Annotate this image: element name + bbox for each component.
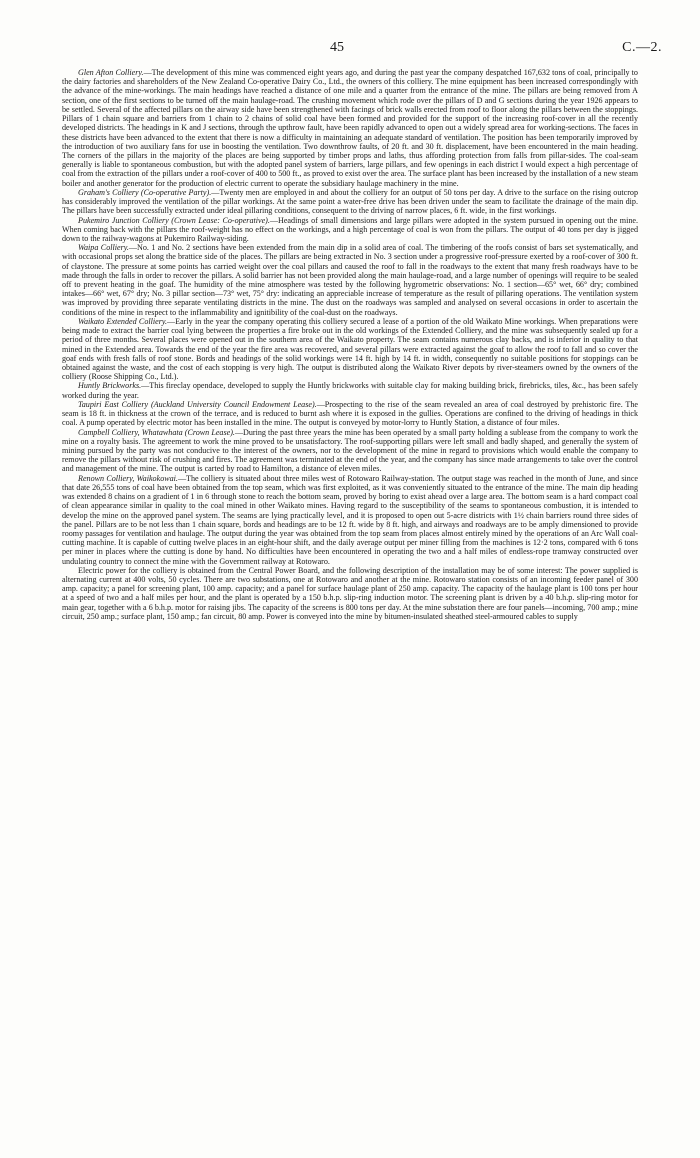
paragraph-lead: Graham's Colliery (Co-operative Party). xyxy=(78,187,212,197)
paragraph-text: —The colliery is situated about three miles west of Rotowaro Railway-station. The output stage was reached in the month of June, and since that date 26,555 tons of coal have been obtained from the top seam, which was first exploited, as it was conveniently situated to the entrance of the mine. The main dip heading was extended 8 chains on a gradient of 1 in 6 through stone to reach the bottom seam, proved by boring to exist ahead over a large area. The bottom seam is a hard compact coal of clean appearance similar in quality to the coal mined in other Waikato mines. Having regard to the susceptibility of the seams to spontaneous combustion, it is intended to develop the mine on the approved panel system. The seams are lying practically level, and it is proposed to open out 5-acre districts with 1½ chain barriers round three sides of the panel. Pillars are to be not less than 1 chain square, bords and headings are to be 12 ft. wide by 8 ft. high, and airways and roadways are to be amply dimensioned to provide roomy passages for ventilation and haulage. The output during the year was obtained from the top seam from places almost entirely mined by the operations of an Arc Wall coal-cutting machine. It is capable of cutting twelve places in an eight-hour shift, and the daily average output per miner filling from the machines is 12·2 tons, compared with 6 tons per miner in places where the cutting is done by hand. No difficulties have been encountered in operating the two and a half miles of endless-rope tramway constructed over undulating country to connect the mine with the Government railway at Rotowaro. xyxy=(62,473,638,566)
paragraph-huntly-brickworks xyxy=(62,381,638,399)
page-header xyxy=(0,40,700,60)
paragraph-text: —No. 1 and No. 2 sections have been extended from the main dip in a solid area of coal. The timbering of the roofs consist of bars set systematically, and with occasional props set along the brattice side of the places. The pillars are being extracted in No. 3 section under a progressive roof-pressure exerted by a roof-cover of 300 ft. of claystone. The pressure at some points has carried weight over the coal pillars and caused the roof to fall in the roadways to the extent that many fresh roadways have to be made through the falls in order to recover the pillars. A solid barrier has not been provided along the main haulage-road, and a large number of openings will require to be sealed off to prevent heating in the goaf. The humidity of the mine atmosphere was tested by the following hygrometric observations: No. 1 section—65° wet, 66° dry; combined intakes—66° wet, 67° dry; No. 3 pillar section—73° wet, 75° dry: indicating an appreciable increase of temperature as the result of pillaring operations. The ventilation system was improved by providing three separate ventilating districts in the mine. The dust on the roadways was sampled and analysed on several occasions in order to ascertain the conditions of the mine in respect to the inflammability and ignitibility of the coal-dust on the roadways. xyxy=(62,243,638,317)
paragraph-lead: Huntly Brickworks. xyxy=(78,381,142,391)
page-number: 45 xyxy=(330,40,344,55)
series-code: C.—2. xyxy=(622,40,662,55)
paragraph-taupiri-east xyxy=(62,400,638,428)
paragraph-lead: Waikato Extended Colliery. xyxy=(78,316,168,326)
paragraph-waipa xyxy=(62,243,638,317)
paragraph-text: —Headings of small dimensions and large pillars were adopted in the system pursued in opening out the mine. When coming back with the pillars the roof-weight has no effect on the workings, and a high percentage of coal is won from the pillars. The output of 40 tons per day is jigged down to the railway-wagons at Pukemiro Railway-siding. xyxy=(62,215,638,243)
paragraph-waikato-extended xyxy=(62,317,638,382)
paragraph-text: —Twenty men are employed in and about the colliery for an output of 50 tons per day. A drive to the surface on the rising outcrop has considerably improved the ventilation of the pillar workings. At the same point a water-free drive has been driven under the seam to facilitate the drainage of the main dip. The pillars have been successfully extracted under ideal pillaring conditions, consequent to the driving of narrow places, 6 ft. wide, in the first workings. xyxy=(62,187,638,216)
paragraph-lead: Waipa Colliery. xyxy=(78,243,129,253)
paragraph-lead: Campbell Colliery, Whatawhata (Crown Lease). xyxy=(78,427,235,437)
paragraph-text: —During the past three years the mine has been operated by a small party holding a sublease from the company to work the mine on a royalty basis. The agreement to work the mine proved to be unsatisfactory. The roof-supporting pillars were left small and badly shaped, and generally the system of mining pursued by the party was not conducive to the interest of the owners, nor to the development of the mine in regard to provisions which would enable the company to remove the pillars without risk of crushing and fires. The agreement was terminated at the end of the year, and the company has since made arrangements to take over the control and management of the mine. The output is carted by road to Hamilton, a distance of eleven miles. xyxy=(62,427,638,474)
paragraph-lead: Taupiri East Colliery (Auckland University Council Endowment Lease). xyxy=(78,399,317,409)
paragraph-text: Electric power for the colliery is obtained from the Central Power Board, and the following description of the installation may be of some interest: The power supplied is alternating current at 400 volts, 50 cycles. There are two substations, one at Rotowaro and another at the mine. Rotowaro station consists of an incoming feeder panel of 300 amp. capacity; a panel for screening plant, 100 amp. capacity; and a panel for surface haulage plant of 250 amp. capacity. The capacity of the haulage plant is 100 tons per hour at a speed of two and a half miles per hour, and the plant is operated by a 150 b.h.p. slip-ring induction motor. The screening plant is driven by a 40 b.h.p. slip-ring motor for main gear, together with a 6 b.h.p. motor for raising jibs. The capacity of the screens is 800 tons per day. At the mine substation there are four panels—incoming, 700 amp.; mine circuit, 250 amp.; surface plant, 150 amp.; fan circuit, 80 amp. Power is conveyed into the mine by bitumen-insulated sheathed steel-armoured cables to supply xyxy=(62,565,638,621)
paragraph-text: —The development of this mine was commenced eight years ago, and during the past year the company despatched 167,632 tons of coal, principally to the dairy factories and shareholders of the New Zealand Co-operative Dairy Co., Ltd., the owners of this colliery. The mine equipment has been increased correspondingly with the advance of the mine-workings. The main headings have reached a distance of one mile and a quarter from the entrance of the mine. The pillars are being removed from A section, one of the first sections to be turned off the main haulage-road. The crushing movement which rode over the pillars of D and G sections during the year 1926 appears to be settled. Several of the affected pillars on the airway side have been strengthened with facings of brick walls erected from roof to floor along the pillars between the stoppings. Pillars of 1 chain square and barriers from 1 chain to 2 chains of solid coal have been formed and provided for the support of the increasing roof-cover in all the recently developed districts. The headings in K and J sections, through the upthrow fault, have been rapidly advanced to open out a widely spread area for working-sections. The faces in these districts have been advanced to the extent that there is now a difficulty in maintaining an adequate standard of ventilation. The position has been temporarily improved by the introduction of two auxiliary fans for use in boosting the ventilation. Two downthrow faults, of 20 ft. and 30 ft. displacement, have been encountered in the main heading. The corners of the pillars in the majority of the places are being supported by timber props and laths, thus affording protection from falls from pillar-sides. The coal-seam generally is liable to spontaneous combustion, but with the adopted panel system of barriers, large pillars, and few openings in each district I would expect a high percentage of coal from the extraction of the pillars under a roof-cover of 400 to 500 ft., as proved to exist over the area. The surface plant has been increased by the installation of a new steam boiler and another generator for the production of electric current to operate the subsidiary haulage machinery in the mine. xyxy=(62,68,638,188)
paragraph-electric-power xyxy=(62,566,638,621)
paragraph-lead: Glen Afton Colliery. xyxy=(78,68,144,77)
paragraph-text: —Prospecting to the rise of the seam revealed an area of coal destroyed by prehistoric fire. The seam is 18 ft. in thickness at the crown of the terrace, and is reduced to burnt ash where it is exposed in the gullies. Operations are confined to the driving of headings in thick coal. A pump operated by electric motor has been installed in the mine. The output is conveyed by motor-lorry to Huntly Station, a distance of four miles. xyxy=(62,399,638,428)
paragraph-lead: Pukemiro Junction Colliery (Crown Lease: Co-operative). xyxy=(78,215,270,225)
paragraph-glen-afton xyxy=(62,68,638,188)
body-text xyxy=(62,68,638,1143)
paragraph-grahams xyxy=(62,188,638,216)
paragraph-pukemiro-junction xyxy=(62,216,638,244)
paragraph-text: —This fireclay opendace, developed to supply the Huntly brickworks with suitable clay for making building brick, firebricks, tiles, &c., has been safely worked during the year. xyxy=(62,381,638,400)
paragraph-lead: Renown Colliery, Waikokowai. xyxy=(78,473,178,483)
paragraph-renown xyxy=(62,474,638,566)
paragraph-campbell xyxy=(62,428,638,474)
paragraph-text: —Early in the year the company operating this colliery secured a lease of a portion of the old Waikato Mine workings. When preparations were being made to extract the barrier coal lying between the properties a fire broke out in the old workings of the Extended Colliery, and the mine was subsequently sealed up for a period of three months. Several places were opened out in the southern area of the Waikato property. The seam contains numerous clay backs, and is inferior in quality to that mined in the Extended area. Towards the end of the year the fire area was recovered, and several pillars were extracted against the goaf to allow the roof to fall and so cover the goaf ends with fresh falls of roof stone. Bords and headings of the solid workings were 14 ft. high by 14 ft. in width, consequently no suitable positions for stoppings can be obtained against the waste, and the cost of each stopping is very high. The output is distributed along the Waikato River depots by river-steamers owned by the owners of the colliery (Roose Shipping Co., Ltd.). xyxy=(62,316,638,382)
